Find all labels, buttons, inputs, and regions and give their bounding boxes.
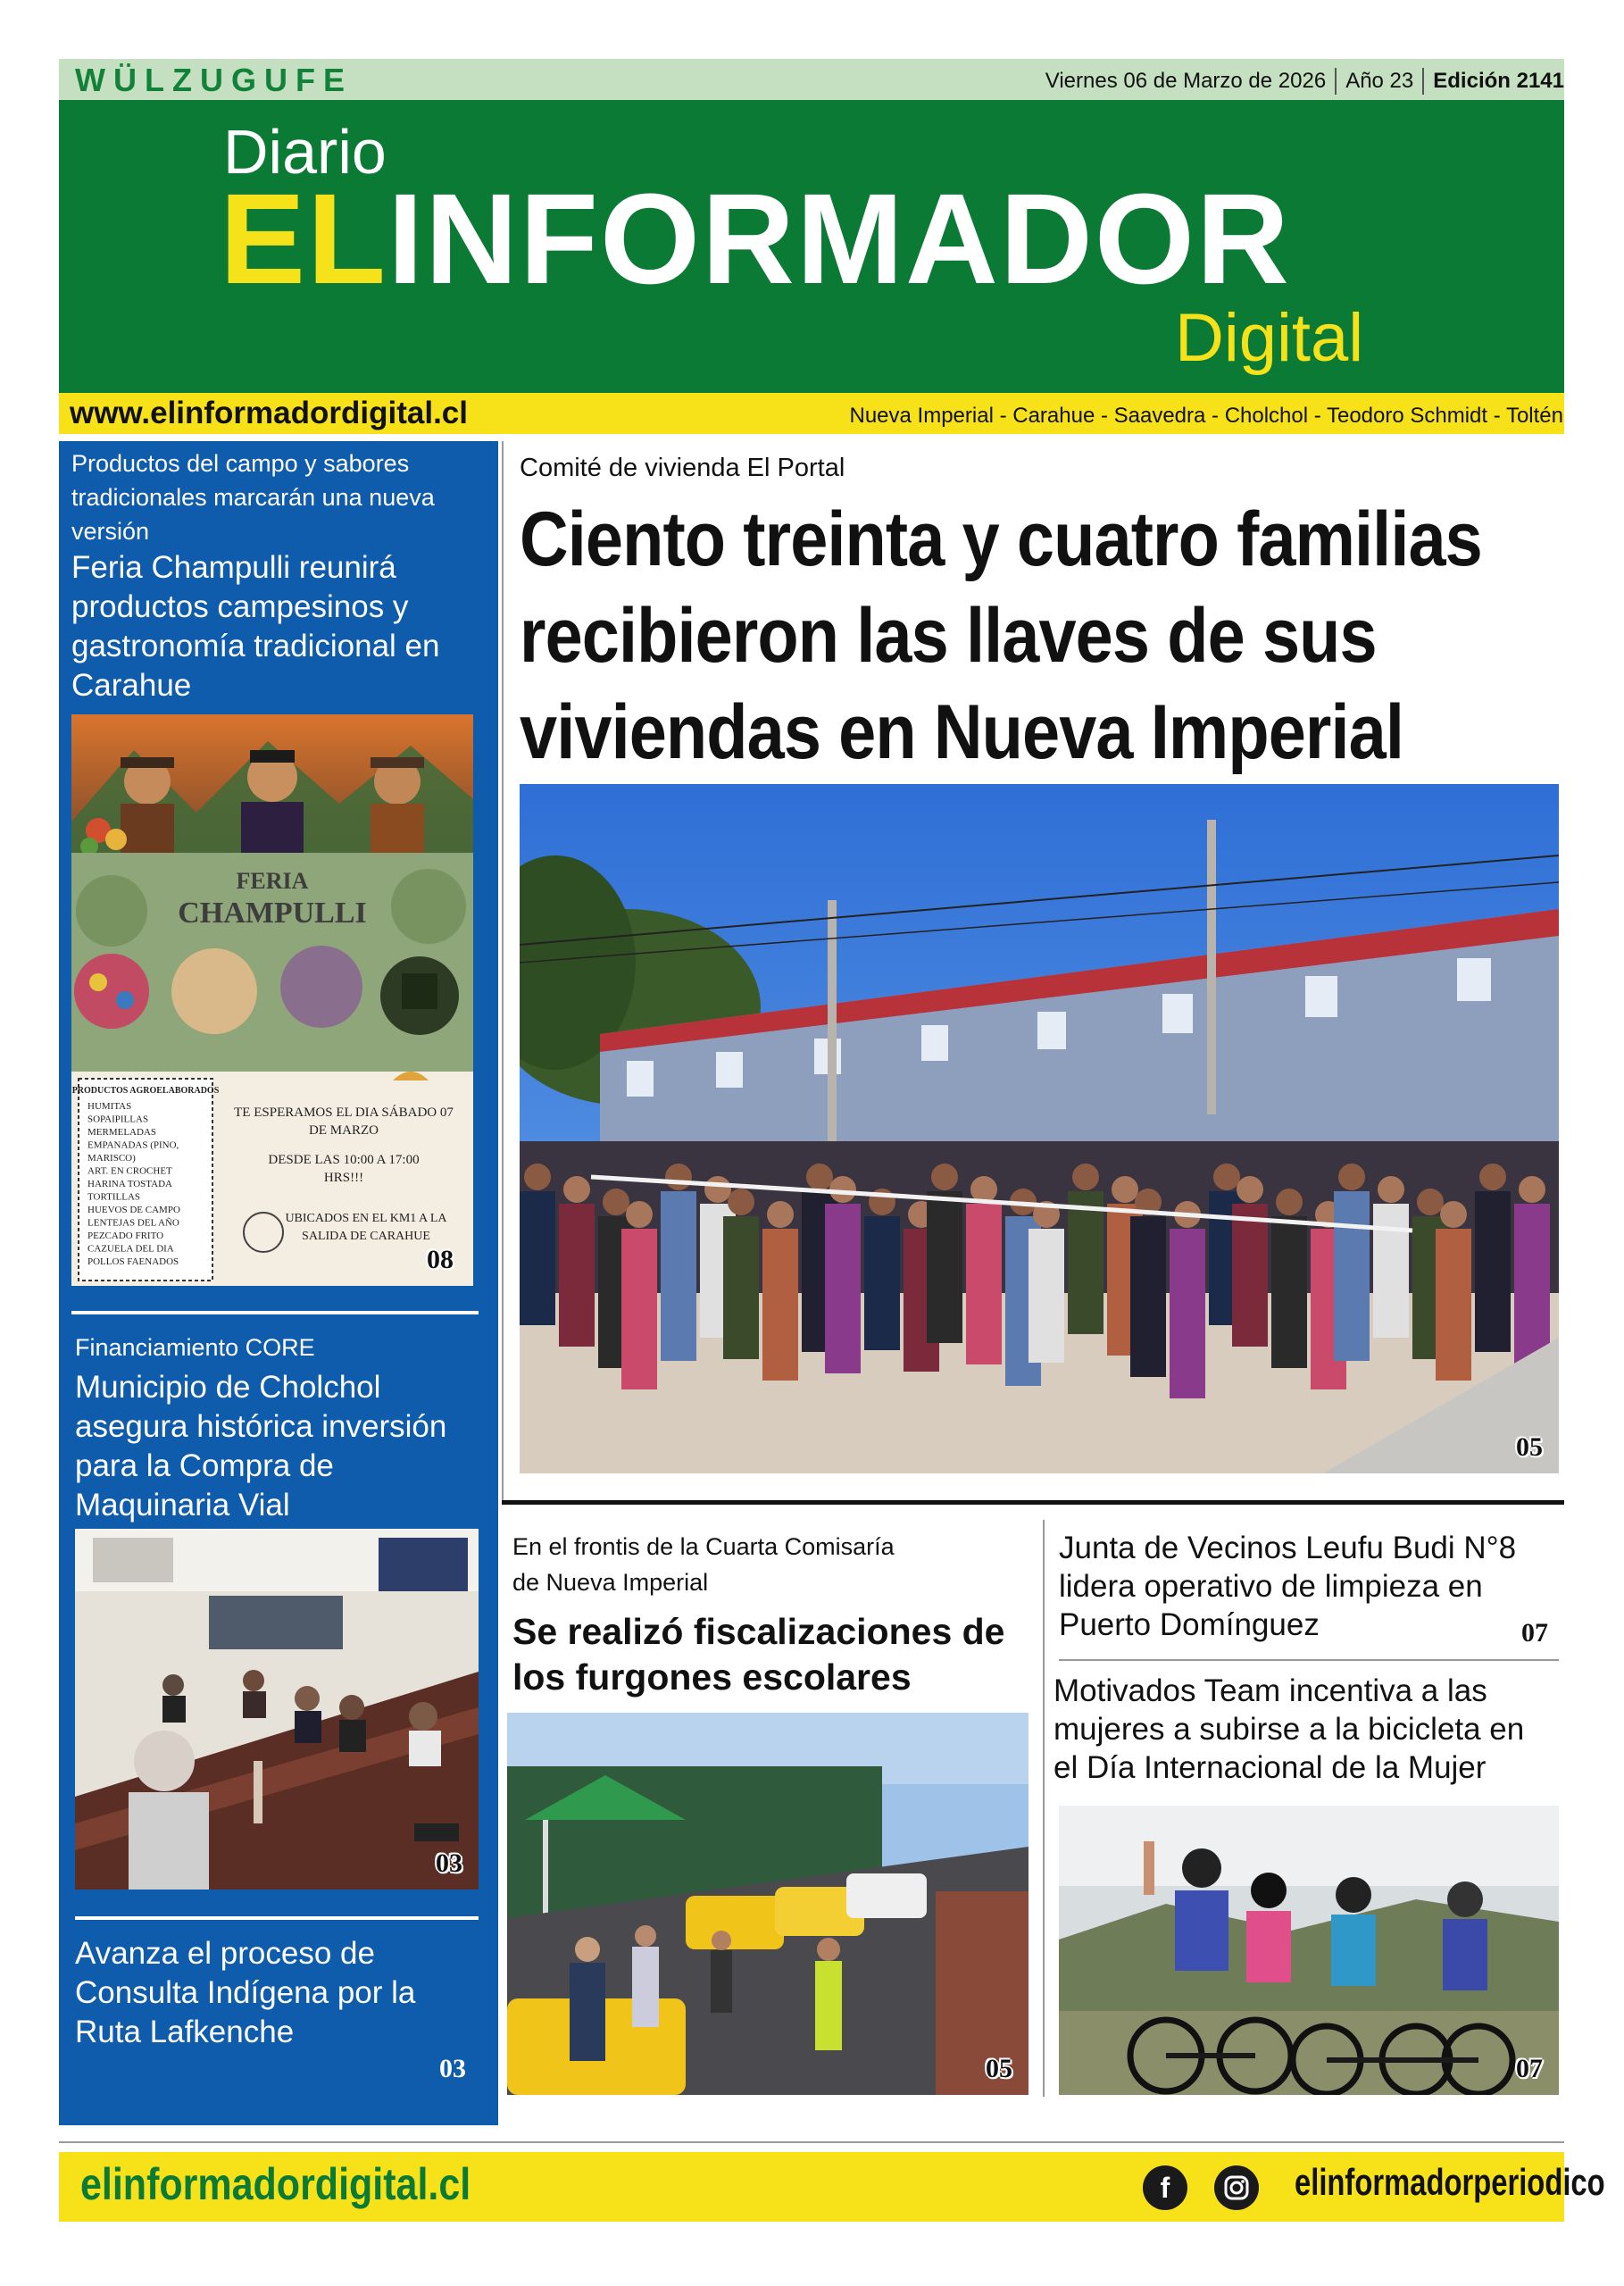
champulli-flyer[interactable] [71,714,473,1286]
crowd-person-head [563,1176,590,1203]
left-separator [75,1916,479,1920]
furgones-photo[interactable] [507,1713,1029,2095]
issue-year: Año 23 [1345,69,1414,93]
website-url[interactable]: www.elinformadordigital.cl [70,396,468,430]
cyclists-image [1059,1806,1559,2095]
consulta-page-number [439,2054,466,2084]
flyer-hours-line2: HRS!!! [323,1171,364,1185]
lead-bottom-rule [502,1500,1564,1505]
crowd-person-head [1213,1164,1240,1190]
champulli-headline[interactable]: Feria Champulli reunirá productos campesinos y gastronomía tradicional en Carahue [71,550,440,703]
flyer-product-item: HARINA TOSTADA [87,1179,172,1189]
flyer-product-item: MARISCO) [87,1153,136,1164]
champulli-page-number: 08 [427,1245,454,1274]
flyer-product-item: MERMELADAS [87,1127,157,1138]
crowd-person-body [1170,1229,1205,1398]
flyer-product-item: TORTILLAS [87,1191,141,1203]
school-van-inspection-image [507,1713,1029,2095]
crowd-person-head [1440,1201,1467,1228]
flyer-product-item: HUEVOS DE CAMPO [87,1205,180,1215]
crowd-person-body [1271,1216,1307,1368]
crowd-person-body [621,1229,657,1389]
consulta-page-text: 03 [439,2054,466,2083]
cholchol-headline[interactable]: Municipio de Cholchol asegura histórica inversión para la Compra de Maquinaria Vial [75,1370,447,1523]
flyer-feria-text: FERIA [236,868,309,894]
crowd-person-body [1068,1191,1103,1334]
logo-el: EL [220,167,388,311]
lead-headline[interactable] [520,491,1482,780]
motivados-headline-line: el Día Internacional de la Mujer [1054,1750,1487,1785]
lead-headline-line: Ciento treinta y cuatro familias [520,496,1482,582]
left-separator [71,1311,479,1314]
leufu-budi-headline-line: Puerto Domínguez [1059,1607,1320,1642]
flyer-product-item: HUMITAS [87,1101,132,1112]
crowd-person-head [1338,1164,1365,1190]
flyer-products-title: PRODUCTOS AGROELABORADOS [71,1086,220,1096]
motivados-page-number: 07 [1516,2054,1543,2083]
column-divider [502,441,504,1504]
motivados-headline-line: Motivados Team incentiva a las [1054,1673,1487,1708]
furgones-headline-line: los furgones escolares [512,1656,912,1698]
crowd-person-body [520,1191,555,1325]
dateline-divider [1335,68,1337,95]
crowd-person-body [762,1229,798,1381]
champulli-flyer-art [71,714,473,1286]
flyer-product-item: PEZCADO FRITO [87,1231,164,1241]
flyer-hours-line1: DESDE LAS 10:00 A 17:00 [268,1153,420,1167]
leufu-budi-headline-line: Junta de Vecinos Leufu Budi N°8 [1059,1531,1517,1565]
crowd-person-head [626,1201,653,1228]
crowd-person-head [1417,1189,1444,1215]
champulli-kicker: Productos del campo y sabores tradicionales marcarán una nueva versión [71,450,435,545]
crowd-person-head [603,1189,629,1215]
instagram-glyph [1223,2174,1250,2201]
crowd-person-body [927,1191,962,1343]
leufu-budi-headline[interactable] [1059,1529,1559,1644]
motivados-headline[interactable] [1054,1672,1564,1787]
cholchol-page-number: 03 [436,1848,462,1878]
crowd-person-body [1436,1229,1471,1381]
crowd-person-head [829,1176,856,1203]
furgones-kicker [512,1529,1030,1600]
instagram-icon[interactable] [1214,2165,1259,2210]
dateline-divider [1422,68,1424,95]
footer-url[interactable]: elinformadordigital.cl [80,2159,471,2209]
leufu-budi-headline-line: lidera operativo de limpieza en [1059,1569,1483,1604]
lead-headline-line: viviendas en Nueva Imperial [520,689,1403,775]
lead-photo[interactable] [520,784,1559,1473]
masthead-logo [220,167,1291,311]
consulta-headline[interactable]: Avanza el proceso de Consulta Indígena por la Ruta Lafkenche [75,1936,416,2049]
furgones-headline-line: Se realizó fiscalizaciones de [512,1611,1005,1652]
lead-headline-line: recibieron las llaves de sus [520,593,1377,679]
crowd-person-head [767,1201,794,1228]
crowd-person-head [1072,1164,1099,1190]
crowd-person-body [1334,1191,1370,1361]
flyer-champulli-text: CHAMPULLI [178,897,367,930]
masthead-diario: Diario [223,117,387,187]
crowd-person-body [1130,1216,1166,1377]
flyer-invite-line1: TE ESPERAMOS EL DIA SÁBADO 07 [234,1105,454,1120]
crowd-person-head [704,1176,731,1203]
crowd-person-head [1479,1164,1506,1190]
flyer-product-item: ART. EN CROCHET [87,1165,172,1177]
furgones-page-number: 05 [986,2054,1012,2083]
leufu-budi-page-number: 07 [1521,1618,1548,1648]
flyer-invite-line2: DE MARZO [309,1123,379,1138]
cholchol-photo[interactable] [75,1529,479,1890]
flyer-product-item: EMPANADAS (PINO, [87,1139,179,1151]
crowd-person-body [559,1204,595,1347]
crowd-person-body [966,1204,1002,1364]
footer-rule [59,2141,1564,2143]
dateline [1045,68,1564,95]
motivados-headline-line: mujeres a subirse a la bicicleta en [1054,1712,1525,1747]
council-meeting-image [75,1529,479,1890]
crowd-person-head [806,1164,833,1190]
crowd-person-body [661,1191,696,1361]
cholchol-kicker: Financiamiento CORE [75,1334,315,1361]
lead-kicker: Comité de vivienda El Portal [520,454,845,482]
logo-informador: INFORMADOR [387,167,1291,311]
flyer-location-line1: UBICADOS EN EL KM1 A LA [285,1212,447,1225]
issue-edition: Edición 2141 [1433,69,1564,93]
crowd-person-head [1237,1176,1263,1203]
crowd-person-body [1232,1204,1268,1347]
right-separator [1059,1659,1559,1661]
furgones-headline[interactable] [512,1609,1048,1700]
masthead-digital: Digital [1175,300,1364,376]
motivados-photo[interactable] [1059,1806,1559,2095]
crowd-person-body [825,1204,861,1373]
housing-ceremony-image [520,784,1559,1473]
furgones-kicker-line: de Nueva Imperial [512,1569,709,1596]
crowd-person-head [665,1164,692,1190]
furgones-kicker-line: En el frontis de la Cuarta Comisaría [512,1533,895,1560]
flyer-product-item: SOPAIPILLAS [87,1114,149,1125]
social-handle[interactable]: elinformadorperiodico [1295,2161,1605,2203]
crowd-person-body [864,1216,900,1350]
flyer-location-line2: SALIDA DE CARAHUE [302,1230,430,1243]
coverage-towns: Nueva Imperial - Carahue - Saavedra - Cholchol - Teodoro Schmidt - Toltén [849,404,1563,428]
crowd-person-head [1276,1189,1303,1215]
crowd-person-head [931,1164,958,1190]
crowd-person-head [728,1189,754,1215]
mapudungun-title: WÜLZUGUFE [75,62,353,98]
column-divider [1043,1520,1045,2097]
crowd-person-body [723,1216,759,1359]
crowd-person-body [1475,1191,1511,1352]
issue-date: Viernes 06 de Marzo de 2026 [1045,69,1327,93]
facebook-icon[interactable] [1143,2165,1187,2210]
flyer-product-item: POLLOS FAENADOS [87,1256,179,1267]
crowd-person-body [1029,1229,1064,1363]
crowd-person-body [1373,1204,1409,1338]
lead-page-number: 05 [1516,1432,1543,1462]
crowd-person-head [524,1164,551,1190]
flyer-product-item: CAZUELA DEL DIA [87,1243,174,1255]
facebook-glyph: f [1160,2171,1170,2204]
crowd-person-head [1519,1176,1545,1203]
crowd-person-head [1378,1176,1404,1203]
crowd-person-head [1112,1176,1138,1203]
flyer-product-item: LENTEJAS DEL AÑO [87,1217,179,1229]
